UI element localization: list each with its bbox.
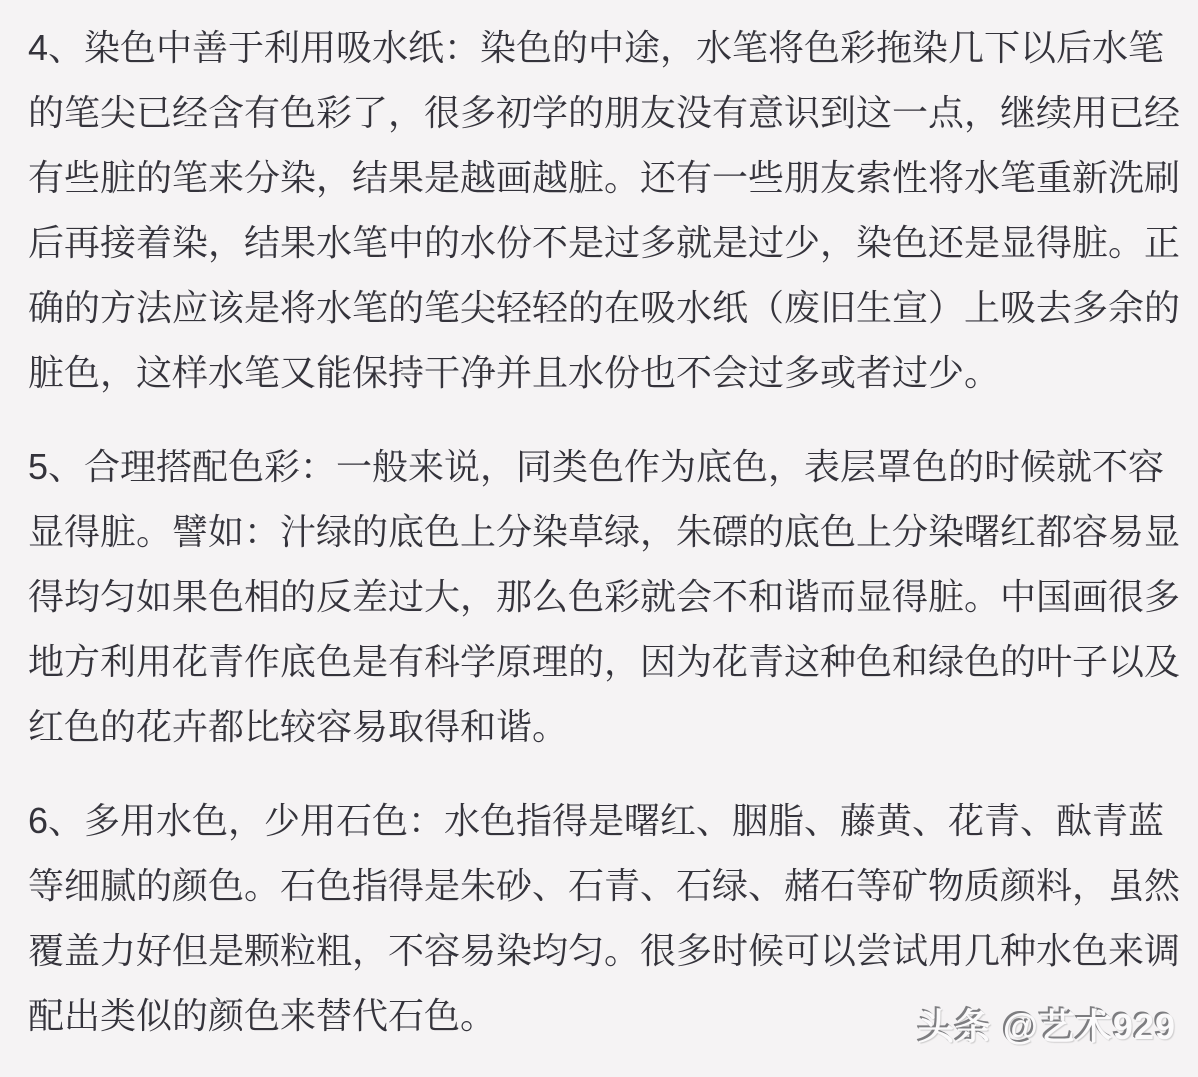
text-line: 的笔尖已经含有色彩了，很多初学的朋友没有意识到这一点，继续用已经	[28, 92, 1181, 133]
text-line: 显得脏。譬如：汁绿的底色上分染草绿，朱磦的底色上分染曙红都容易显	[28, 511, 1181, 552]
paragraph-tip-4	[28, 15, 1181, 405]
text-line: 4、染色中善于利用吸水纸：染色的中途，水笔将色彩拖染几下以后水笔	[28, 27, 1165, 68]
text-line: 红色的花卉都比较容易取得和谐。	[28, 706, 569, 747]
text-line: 6、多用水色，少用石色：水色指得是曙红、胭脂、藤黄、花青、酞青蓝	[28, 800, 1165, 841]
text-line: 覆盖力好但是颗粒粗，不容易染均匀。很多时候可以尝试用几种水色来调	[28, 930, 1181, 971]
text-line: 脏色，这样水笔又能保持干净并且水份也不会过多或者过少。	[28, 352, 1001, 393]
text-line: 有些脏的笔来分染，结果是越画越脏。还有一些朋友索性将水笔重新洗刷	[28, 157, 1181, 198]
text-line: 地方利用花青作底色是有科学原理的，因为花青这种色和绿色的叶子以及	[28, 641, 1181, 682]
text-line: 等细腻的颜色。石色指得是朱砂、石青、石绿、赭石等矿物质颜料，虽然	[28, 865, 1181, 906]
text-line: 5、合理搭配色彩：一般来说，同类色作为底色，表层罩色的时候就不容	[28, 446, 1165, 487]
text-line: 得均匀如果色相的反差过大，那么色彩就会不和谐而显得脏。中国画很多	[28, 576, 1181, 617]
text-line: 确的方法应该是将水笔的笔尖轻轻的在吸水纸（废旧生宣）上吸去多余的	[28, 287, 1181, 328]
text-line: 后再接着染，结果水笔中的水份不是过多就是过少，染色还是显得脏。正	[28, 222, 1181, 263]
paragraph-tip-5	[28, 434, 1181, 759]
toutiao-watermark: 头条 @艺术929	[917, 1006, 1176, 1047]
text-line: 配出类似的颜色来替代石色。	[28, 995, 497, 1036]
